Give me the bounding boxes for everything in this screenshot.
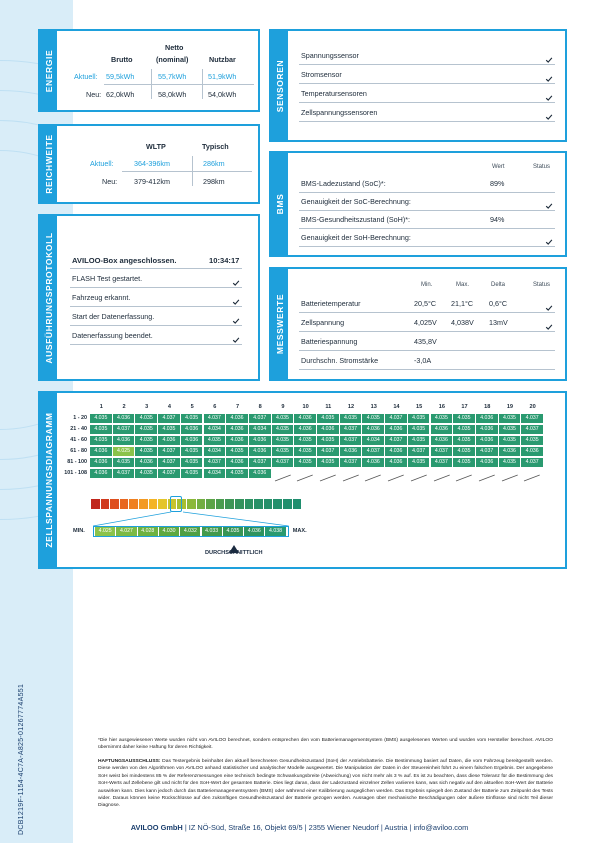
cell-value: 4.036	[385, 447, 407, 456]
energie-title: ENERGIE	[43, 49, 54, 92]
cell-value: 4.037	[158, 447, 180, 456]
document-id: DCB1219F-1154-4C7A-A825-01267774A551	[18, 683, 25, 835]
scale-max-label: MAX.	[292, 528, 307, 534]
cell-value: 4.037	[249, 458, 271, 467]
cell-value: 4.035	[317, 458, 339, 467]
cell-value: 4.035	[272, 447, 294, 456]
cell-value: 4.037	[408, 447, 430, 456]
row-label: 61 - 80	[70, 448, 87, 454]
cell-value: 4.036	[226, 436, 248, 445]
bms-row-label: BMS-Gesundheitszustand (SoH)*:	[301, 215, 411, 224]
divider	[299, 210, 555, 211]
messwert-max: 4,038V	[451, 318, 474, 327]
divider	[192, 156, 193, 186]
scale-value: 4.032	[180, 527, 200, 536]
energie-aktuell-netto: 55,7kWh	[158, 72, 187, 81]
footer	[0, 823, 599, 832]
energie-row-neu: Neu:	[86, 90, 102, 99]
cell-value: 4.036	[113, 436, 135, 445]
cell-value: 4.036	[249, 469, 271, 478]
cell-value: 4.036	[317, 425, 339, 434]
column-number: 5	[190, 404, 194, 410]
sensoren-panel	[269, 29, 567, 142]
check-icon	[232, 312, 240, 320]
cell-value: 4.037	[521, 458, 543, 467]
protokoll-item: Datenerfassung beendet.	[72, 331, 153, 340]
cell-value: 4.035	[90, 436, 112, 445]
cell-value: 4.037	[158, 414, 180, 423]
reichweite-neu-typisch: 298km	[203, 177, 225, 186]
divider	[122, 171, 252, 172]
divider	[299, 246, 555, 247]
column-number: 11	[325, 404, 332, 410]
scale-value: 4.030	[159, 527, 179, 536]
messwerte-col-max: Max.	[456, 282, 470, 288]
cell-value: 4.035	[521, 436, 543, 445]
cell-value: 4.036	[90, 447, 112, 456]
cell-value: 4.037	[113, 425, 135, 434]
messwert-delta: 0,6°C	[489, 299, 508, 308]
empty-cell	[385, 469, 407, 478]
messwert-label: Zellspannung	[301, 318, 345, 327]
cell-value: 4.037	[204, 414, 226, 423]
average-label: DURCHSCHNITTLICH	[205, 550, 263, 556]
disclaimer-text: Das Testergebnis beinhaltet den aktuell berechneten Gesundheitszustand (SoH) der Antriebsbatterie. Die Bestimmung basiert auf Daten, die vom Fahrzeug bereitgestellt werden. Diese werden von den Algorithmen von AVILOO anhand statistischer und analytischer Modelle ausgewertet. Die Manipulation der Daten in der Steuereinheit führt zu einem falschen Ergebnis. Der angegebene SoH weist bei mindestens 85 % der Referenzmessungen eine technisch bedingte Schwankungsbreite (Abweichung) von nicht mehr als 3 % auf. Es ist zu beachten, dass diese Toleranz für die Bestimmung des SoH-Werts auf Zellebene gilt und nicht für den SoH-Wert der gesamten Batterie. Dies liegt daran, dass der Ladezustand einzelner Zellen variieren kann, was sich negativ auf den aktuellen SoH-Wert der Batterie auswirken kann. Dies kann jedoch durch das Batteriemanagementsystem (BMS) oder während einer Kalibrierung ausgeglichen werden. Das Ergebnis spiegelt den Zustand der Batterie zum Zeitpunkt des Tests wider. Daraus können keine Rückschlüsse auf den zukünftigen Gesundheitszustand der Batterie gezogen werden. Aussagen über mechanische Beschädigungen oder äußere Einflüsse sind nicht Teil dieser Diagnose.	[98, 759, 553, 809]
cell-value: 4.036	[431, 436, 453, 445]
cell-value: 4.036	[385, 458, 407, 467]
cell-value: 4.036	[476, 458, 498, 467]
cell-value: 4.035	[408, 414, 430, 423]
cell-value: 4.036	[431, 425, 453, 434]
cell-value: 4.035	[135, 436, 157, 445]
disclaimer-heading: HAFTUNGSAUSSCHLUSS:	[98, 759, 161, 764]
energie-aktuell-nutzbar: 51,9kWh	[208, 72, 237, 81]
cell-value: 4.035	[317, 414, 339, 423]
cell-value: 4.035	[181, 458, 203, 467]
protokoll-item: Fahrzeug erkannt.	[72, 293, 131, 302]
cell-value: 4.035	[272, 414, 294, 423]
cell-value: 4.034	[249, 425, 271, 434]
divider	[299, 312, 555, 313]
bms-row-label: BMS-Ladezustand (SoC)*:	[301, 179, 386, 188]
messwerte-tab	[271, 269, 288, 379]
cell-value: 4.036	[226, 425, 248, 434]
cell-value: 4.037	[113, 469, 135, 478]
cell-value: 4.036	[521, 447, 543, 456]
cell-value: 4.035	[294, 447, 316, 456]
cell-value: 4.037	[317, 447, 339, 456]
messwert-min: 4,025V	[414, 318, 437, 327]
sensoren-title: SENSOREN	[274, 59, 285, 112]
energie-col-nutzbar: Nutzbar	[209, 55, 236, 64]
scale-value: 4.038	[265, 527, 285, 536]
divider	[299, 228, 555, 229]
column-number: 9	[281, 404, 285, 410]
column-number: 20	[529, 404, 536, 410]
divider	[70, 287, 242, 288]
cell-value: 4.035	[362, 414, 384, 423]
cell-value: 4.037	[340, 436, 362, 445]
cell-value: 4.036	[113, 414, 135, 423]
reichweite-row-neu: Neu:	[102, 177, 118, 186]
row-label: 1 - 20	[73, 415, 87, 421]
messwerte-col-status: Status	[533, 282, 551, 288]
row-label: 81 - 100	[67, 459, 87, 465]
cell-value: 4.035	[226, 469, 248, 478]
cell-value: 4.036	[362, 425, 384, 434]
divider	[299, 350, 555, 351]
scale-value: 4.025	[95, 527, 115, 536]
zellspannung-title: ZELLSPANNUNGSDIAGRAMM	[43, 412, 54, 548]
reichweite-aktuell-typisch: 286km	[203, 159, 225, 168]
divider	[299, 83, 555, 84]
row-label: 101 - 108	[64, 470, 87, 476]
empty-cell	[476, 469, 498, 478]
reichweite-neu-wltp: 379-412km	[134, 177, 170, 186]
cell-value: 4.037	[385, 414, 407, 423]
cell-value: 4.036	[181, 425, 203, 434]
scale-value: 4.027	[116, 527, 136, 536]
cell-value: 4.035	[453, 458, 475, 467]
energie-row-aktuell: Aktuell:	[74, 72, 98, 81]
energie-col-nominal: (nominal)	[156, 55, 189, 64]
energie-neu-netto: 58,0kWh	[158, 90, 187, 99]
cell-value: 4.036	[158, 436, 180, 445]
cell-value: 4.037	[476, 447, 498, 456]
bms-tab	[271, 153, 288, 255]
cell-value: 4.036	[181, 436, 203, 445]
cell-value: 4.036	[294, 414, 316, 423]
row-label: 41 - 60	[70, 437, 87, 443]
scale-min-label: MIN.	[73, 528, 85, 534]
footer-company: AVILOO GmbH	[130, 823, 183, 832]
cell-value: 4.035	[135, 447, 157, 456]
energie-col-brutto: Brutto	[111, 55, 133, 64]
column-number: 7	[235, 404, 240, 410]
cell-value: 4.035	[158, 425, 180, 434]
reichweite-col-typisch: Typisch	[202, 142, 229, 151]
messwerte-title: MESSWERTE	[274, 293, 285, 355]
column-number: 15	[416, 404, 423, 410]
column-number: 14	[393, 404, 400, 410]
messwert-label: Batteriespannung	[301, 337, 358, 346]
cell-value: 4.036	[476, 436, 498, 445]
divider	[299, 102, 555, 103]
cell-value: 4.035	[499, 425, 521, 434]
column-number: 4	[167, 404, 171, 410]
column-number: 3	[145, 404, 149, 410]
cell-value: 4.037	[340, 458, 362, 467]
cell-value: 4.035	[181, 469, 203, 478]
bms-footnote: *Die hier ausgewiesenen Werte wurden nicht von AVILOO berechnet, sondern entsprechen den vom Batteriemanagementsystem (BMS) ausgelesenen Werten und wurden vom Hersteller berechnet. AVILOO übernimmt daher keine Haftung für deren Richtigkeit.	[98, 738, 553, 751]
protokoll-item: Start der Datenerfassung.	[72, 312, 155, 321]
reichweite-row-aktuell: Aktuell:	[90, 159, 114, 168]
cell-value: 4.036	[249, 436, 271, 445]
cell-value: 4.037	[431, 458, 453, 467]
cell-value: 4.025	[113, 447, 135, 456]
cell-value: 4.036	[90, 458, 112, 467]
cell-value: 4.036	[362, 458, 384, 467]
empty-cell	[453, 469, 475, 478]
scale-value: 4.036	[244, 527, 264, 536]
cell-value: 4.036	[476, 425, 498, 434]
check-icon	[545, 89, 553, 97]
empty-cell	[408, 469, 430, 478]
column-number: 10	[302, 404, 309, 410]
cell-value: 4.035	[408, 458, 430, 467]
check-icon	[232, 331, 240, 339]
cell-value: 4.037	[385, 436, 407, 445]
messwert-label: Batterietemperatur	[301, 299, 361, 308]
messwert-min: 435,8V	[414, 337, 437, 346]
energie-tab	[40, 31, 57, 110]
column-number: 13	[370, 404, 377, 410]
divider	[104, 84, 254, 85]
cell-value: 4.035	[135, 469, 157, 478]
cell-value: 4.037	[249, 414, 271, 423]
row-label: 21 - 40	[70, 426, 87, 432]
cell-value: 4.035	[181, 447, 203, 456]
cell-value: 4.035	[317, 436, 339, 445]
check-icon	[545, 51, 553, 59]
divider	[299, 192, 555, 193]
messwerte-panel	[269, 267, 567, 381]
column-number: 6	[213, 404, 217, 410]
cell-value: 4.035	[453, 436, 475, 445]
empty-cell	[521, 469, 543, 478]
messwert-min: -3,0A	[414, 356, 432, 365]
messwert-delta: 13mV	[489, 318, 508, 327]
protokoll-item: FLASH Test gestartet.	[72, 274, 143, 283]
divider	[70, 325, 242, 326]
footer-address: | IZ NÖ-Süd, Straße 16, Objekt 69/5 | 2355 Wiener Neudorf | Austria | info@aviloo.com	[182, 823, 469, 832]
protokoll-tab	[40, 216, 57, 379]
cell-value: 4.036	[90, 469, 112, 478]
bms-col-wert: Wert	[492, 164, 505, 170]
empty-cell	[431, 469, 453, 478]
cell-value: 4.037	[521, 425, 543, 434]
energie-panel	[38, 29, 260, 112]
cell-value: 4.037	[362, 447, 384, 456]
empty-cell	[499, 469, 521, 478]
energie-aktuell-brutto: 59,5kWh	[106, 72, 135, 81]
cell-value: 4.036	[476, 414, 498, 423]
bms-row-label: Genauigkeit der SoH-Berechnung:	[301, 233, 411, 242]
divider	[299, 64, 555, 65]
cell-value: 4.035	[204, 436, 226, 445]
cell-value: 4.035	[272, 436, 294, 445]
cell-value: 4.036	[385, 425, 407, 434]
sensoren-tab	[271, 31, 288, 140]
divider	[70, 344, 242, 345]
cell-value: 4.037	[204, 458, 226, 467]
cell-value: 4.035	[499, 414, 521, 423]
sensor-label: Stromsensor	[301, 70, 342, 79]
cell-value: 4.035	[181, 414, 203, 423]
scale-value: 4.028	[138, 527, 158, 536]
cell-value: 4.036	[226, 414, 248, 423]
divider	[70, 268, 242, 269]
bms-col-status: Status	[533, 164, 551, 170]
check-icon	[545, 318, 553, 326]
cell-value: 4.037	[158, 458, 180, 467]
cell-value: 4.035	[135, 414, 157, 423]
empty-cell	[340, 469, 362, 478]
cell-value: 4.037	[272, 458, 294, 467]
cell-value: 4.035	[408, 425, 430, 434]
reichweite-col-wltp: WLTP	[146, 142, 166, 151]
cell-value: 4.035	[272, 425, 294, 434]
scale-value: 4.035	[223, 527, 243, 536]
divider	[299, 121, 555, 122]
energie-neu-brutto: 62,0kWh	[106, 90, 135, 99]
cell-value: 4.035	[499, 436, 521, 445]
cell-value: 4.035	[113, 458, 135, 467]
check-icon	[232, 274, 240, 282]
divider	[70, 306, 242, 307]
messwerte-col-min: Min.	[421, 282, 433, 288]
cell-value: 4.035	[499, 458, 521, 467]
check-icon	[545, 299, 553, 307]
cell-value: 4.037	[158, 469, 180, 478]
bms-row-label: Genauigkeit der SoC-Berechnung:	[301, 197, 411, 206]
check-icon	[232, 293, 240, 301]
sensor-label: Spannungssensor	[301, 51, 359, 60]
scale-value: 4.033	[202, 527, 222, 536]
reichweite-tab	[40, 126, 57, 202]
column-number: 2	[122, 404, 126, 410]
cell-value: 4.036	[294, 425, 316, 434]
column-number: 1	[99, 404, 103, 410]
cell-value: 4.034	[204, 469, 226, 478]
column-number: 16	[438, 404, 445, 410]
reichweite-panel	[38, 124, 260, 204]
bms-row-value: 94%	[490, 215, 505, 224]
cell-value: 4.035	[90, 425, 112, 434]
protokoll-panel	[38, 214, 260, 381]
cell-value: 4.035	[453, 425, 475, 434]
cell-value: 4.034	[362, 436, 384, 445]
messwert-label: Durchschn. Stromstärke	[301, 356, 379, 365]
protokoll-header: AVILOO-Box angeschlossen.	[72, 256, 177, 265]
divider	[202, 69, 203, 99]
cell-value: 4.035	[294, 458, 316, 467]
cell-value: 4.035	[294, 436, 316, 445]
column-number: 19	[506, 404, 514, 410]
zellspannung-panel	[38, 391, 567, 569]
cell-value: 4.036	[135, 458, 157, 467]
cell-value: 4.037	[340, 425, 362, 434]
empty-cell	[362, 469, 384, 478]
cell-value: 4.036	[340, 447, 362, 456]
energie-neu-nutzbar: 54,0kWh	[208, 90, 237, 99]
cell-value: 4.035	[226, 447, 248, 456]
column-number: 17	[461, 404, 468, 410]
cell-value: 4.035	[90, 414, 112, 423]
column-number: 8	[258, 404, 262, 410]
check-icon	[545, 233, 553, 241]
cell-value: 4.035	[431, 414, 453, 423]
cell-value: 4.034	[204, 425, 226, 434]
protokoll-time: 10:34:17	[209, 256, 240, 265]
cell-value: 4.035	[135, 425, 157, 434]
check-icon	[545, 108, 553, 116]
cell-value: 4.036	[226, 458, 248, 467]
cell-value: 4.037	[431, 447, 453, 456]
cell-value: 4.037	[521, 414, 543, 423]
sensor-label: Temperatursensoren	[301, 89, 367, 98]
protokoll-title: AUSFÜHRUNGSPROTOKOLL	[43, 231, 54, 364]
cell-value: 4.035	[453, 447, 475, 456]
energie-col-netto: Netto	[165, 43, 184, 52]
reichweite-title: REICHWEITE	[43, 134, 54, 194]
bms-title: BMS	[274, 193, 285, 215]
disclaimer	[98, 758, 553, 810]
check-icon	[545, 197, 553, 205]
cell-value: 4.036	[499, 447, 521, 456]
divider	[151, 69, 152, 99]
sensor-label: Zellspannungssensoren	[301, 108, 378, 117]
messwerte-col-delta: Delta	[491, 282, 506, 288]
column-number: 12	[347, 404, 355, 410]
triangle-up-icon	[229, 540, 239, 548]
cell-value: 4.035	[408, 436, 430, 445]
divider	[299, 331, 555, 332]
check-icon	[545, 70, 553, 78]
bms-row-value: 89%	[490, 179, 505, 188]
divider	[299, 369, 555, 370]
cell-value: 4.035	[453, 414, 475, 423]
messwert-max: 21,1°C	[451, 299, 474, 308]
cell-value: 4.036	[249, 447, 271, 456]
messwert-min: 20,5°C	[414, 299, 437, 308]
bms-panel	[269, 151, 567, 257]
reichweite-aktuell-wltp: 364-396km	[134, 159, 170, 168]
cell-value: 4.034	[204, 447, 226, 456]
column-number: 18	[484, 404, 491, 410]
cell-value: 4.035	[340, 414, 362, 423]
